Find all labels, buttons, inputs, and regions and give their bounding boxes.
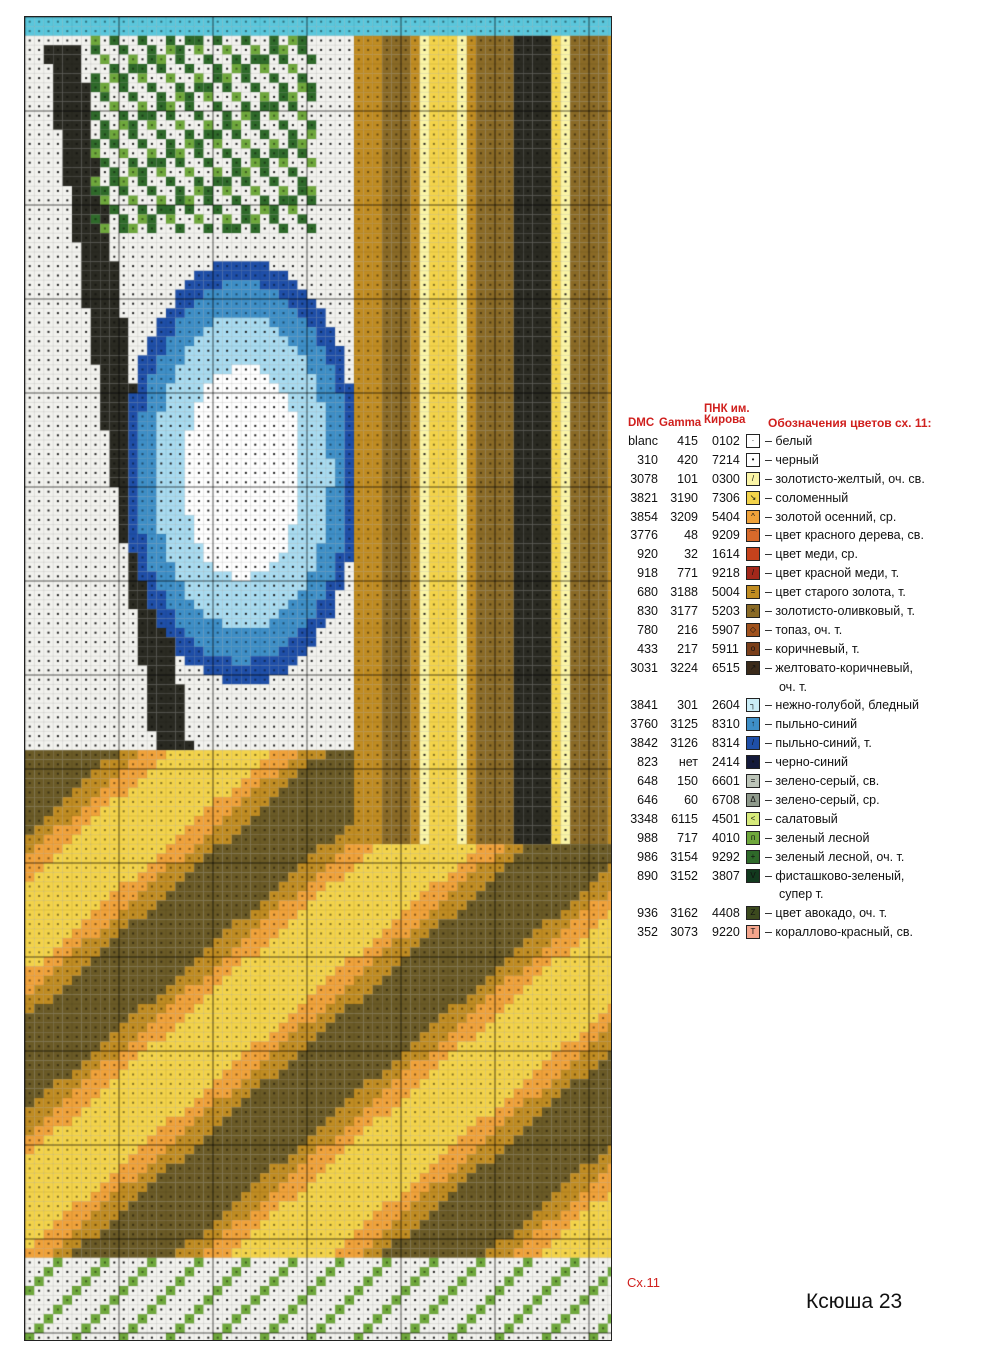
color-swatch: = [746,585,760,599]
color-swatch: T [746,925,760,939]
color-name-line: – золотисто-желтый, оч. св. [765,471,925,486]
legend-row [620,753,990,772]
pnk-code: 5907 [712,622,740,637]
color-name [765,810,838,829]
header-gamma: Gamma [659,417,702,429]
dmc-code: blanc [628,434,658,448]
color-name-line: – зеленый лесной [765,830,870,845]
color-name [765,848,904,867]
color-name-line: – пыльно-синий, т. [765,736,872,751]
color-name-line: – цвет авокадо, оч. т. [765,906,888,921]
cross-stitch-chart [24,16,612,1341]
gamma-code: 32 [684,547,698,562]
gamma-code: 6115 [671,811,698,826]
color-name [765,583,906,602]
legend-header [620,396,990,432]
legend-row [620,489,990,508]
legend-row [620,848,990,867]
dmc-code: 918 [637,566,658,581]
color-swatch: / [746,566,760,580]
color-name [765,753,848,772]
pnk-code: 9292 [712,849,740,864]
pnk-code: 0300 [712,471,740,486]
color-name [765,526,924,545]
dmc-code: 3841 [630,698,658,713]
dmc-code: 3821 [630,490,658,505]
color-name-line: – соломенный [765,490,849,505]
header-dmc: DMC [628,417,655,429]
color-swatch: ↘ [746,491,760,505]
magazine-label: Ксюша 23 [806,1290,903,1313]
color-swatch: ┐ [746,698,760,712]
gamma-code: 48 [684,528,698,543]
color-name [765,772,879,791]
pnk-code: 7214 [712,452,740,467]
color-name [765,715,857,734]
pnk-code: 2414 [712,755,740,770]
color-legend [620,396,990,942]
legend-row [620,451,990,470]
legend-row [620,829,990,848]
gamma-code: 60 [684,792,698,807]
gamma-code: 216 [677,622,698,637]
pnk-code: 5203 [712,604,740,619]
legend-row [620,602,990,621]
pnk-code: 3807 [712,868,740,883]
pnk-code: 5404 [712,509,740,524]
gamma-code: 3126 [670,736,698,751]
dmc-code: 988 [637,830,658,845]
color-swatch: ^ [746,510,760,524]
legend-row [620,621,990,640]
legend-row [620,696,990,715]
header-pnk: ПНК им. Кирова [704,403,750,426]
color-name-line: – цвет красного дерева, св. [765,528,924,543]
dmc-code: 433 [637,641,658,656]
gamma-code: 415 [677,434,698,448]
color-name-line: – зеленый лесной, оч. т. [765,849,905,864]
color-name-line-2: супер т. [779,887,824,902]
legend-row [620,526,990,545]
color-name [765,621,842,640]
gamma-code: 3224 [670,660,698,675]
pnk-code: 7306 [712,490,740,505]
legend-row [620,810,990,829]
gamma-code: 150 [677,774,698,789]
gamma-code: 3125 [670,717,698,732]
pnk-code: 6601 [712,774,740,789]
legend-row [620,545,990,564]
gamma-code: 301 [677,698,698,713]
color-name-line: – золотой осенний, ср. [765,509,897,524]
pnk-code: 9218 [712,566,740,581]
color-name-line: – коричневый, т. [765,641,860,656]
color-name-line: – салатовый [765,811,838,826]
dmc-code: 648 [637,774,658,789]
color-name-line: – зелено-серый, св. [765,774,880,789]
dmc-code: 3760 [630,717,658,732]
color-name [765,602,915,621]
gamma-code: 3073 [670,925,698,940]
color-name-line: – нежно-голубой, бледный [765,698,919,713]
dmc-code: 680 [637,585,658,600]
color-swatch [746,547,760,561]
pnk-code: 8310 [712,717,740,732]
gamma-code: 217 [677,641,698,656]
color-name-line: – черный [765,452,819,467]
color-swatch: V [746,869,760,883]
color-swatch: + [746,850,760,864]
gamma-code: 420 [677,452,698,467]
gamma-code: 717 [677,830,698,845]
legend-row [620,772,990,791]
gamma-code: 3154 [670,849,698,864]
color-name [765,489,848,508]
legend-row [620,583,990,602]
gamma-code: 3162 [670,906,698,921]
color-swatch: ◇ [746,623,760,637]
color-name [765,659,913,697]
color-name [765,734,872,753]
pnk-code: 8314 [712,736,740,751]
color-name-line: – цвет старого золота, т. [765,585,906,600]
dmc-code: 3348 [630,811,658,826]
legend-row [620,867,990,905]
dmc-code: 823 [637,755,658,770]
dmc-code: 830 [637,604,658,619]
gamma-code: нет [678,755,698,770]
color-swatch: ↗ [746,661,760,675]
color-swatch: Z [746,906,760,920]
pnk-code: 4010 [712,830,740,845]
pnk-code: 9220 [712,925,740,940]
color-swatch: ↑ [746,717,760,731]
dmc-code: 3031 [630,660,658,675]
gamma-code: 3188 [670,585,698,600]
color-swatch: п [746,831,760,845]
legend-row [620,470,990,489]
color-name [765,470,925,489]
dmc-code: 3854 [630,509,658,524]
color-name [765,829,869,848]
pnk-code: 4501 [712,811,740,826]
gamma-code: 101 [677,471,698,486]
dmc-code: 352 [637,925,658,940]
color-swatch: < [746,812,760,826]
dmc-code: 780 [637,622,658,637]
legend-rows [620,432,990,942]
color-name [765,564,899,583]
color-swatch: × [746,604,760,618]
dmc-code: 310 [637,452,658,467]
pnk-code: 0102 [712,434,740,448]
color-name [765,451,819,470]
gamma-code: 3177 [670,604,698,619]
color-name [765,791,880,810]
pnk-code: 5911 [712,641,739,656]
color-name-line: – цвет меди, ср. [765,547,858,562]
color-name-line: – цвет красной меди, т. [765,566,900,581]
header-title: Обозначения цветов сх. 11: [768,416,932,430]
legend-row [620,734,990,753]
color-name-line: – черно-синий [765,755,848,770]
color-swatch: o [746,642,760,656]
gamma-code: 3209 [670,509,698,524]
color-swatch: • [746,453,760,467]
legend-row [620,432,990,451]
dmc-code: 890 [637,868,658,883]
pnk-code: 9209 [712,528,740,543]
legend-row [620,659,990,697]
legend-row [620,904,990,923]
legend-row [620,640,990,659]
color-name-line-2: оч. т. [779,679,807,694]
pnk-code: 5004 [712,585,740,600]
legend-row [620,508,990,527]
sheet-label: Сх.11 [627,1275,660,1290]
color-name [765,904,887,923]
pnk-code: 6515 [712,660,740,675]
legend-row [620,923,990,942]
pnk-code: 6708 [712,792,740,807]
pnk-code: 1614 [712,547,740,562]
color-name [765,923,913,942]
color-swatch: Δ [746,793,760,807]
chart-grid-canvas [25,17,611,1340]
gamma-code: 3152 [670,868,698,883]
color-name [765,640,860,659]
dmc-code: 920 [637,547,658,562]
legend-row [620,791,990,810]
color-name [765,696,919,715]
color-swatch: / [746,736,760,750]
color-name-line: – пыльно-синий [765,717,858,732]
pnk-code: 4408 [712,906,740,921]
color-name-line: – золотисто-оливковый, т. [765,604,915,619]
color-swatch: ▪ [746,755,760,769]
dmc-code: 986 [637,849,658,864]
gamma-code: 771 [677,566,698,581]
color-name-line: – топаз, оч. т. [765,622,843,637]
color-name [765,867,904,905]
dmc-code: 936 [637,906,658,921]
color-name-line: – кораллово-красный, св. [765,925,913,940]
color-swatch: = [746,774,760,788]
color-name-line: – желтовато-коричневый, [765,660,913,675]
color-name [765,432,812,451]
color-name-line: – фисташково-зеленый, [765,868,905,883]
color-name [765,508,896,527]
color-swatch: ⌒ [746,528,760,542]
gamma-code: 3190 [670,490,698,505]
dmc-code: 646 [637,792,658,807]
legend-row [620,715,990,734]
pnk-code: 2604 [712,698,740,713]
color-swatch: / [746,472,760,486]
legend-row [620,564,990,583]
dmc-code: 3776 [630,528,658,543]
color-name-line: – белый [765,434,813,448]
dmc-code: 3842 [630,736,658,751]
color-swatch: · [746,434,760,448]
color-name [765,545,858,564]
dmc-code: 3078 [630,471,658,486]
color-name-line: – зелено-серый, ср. [765,792,880,807]
